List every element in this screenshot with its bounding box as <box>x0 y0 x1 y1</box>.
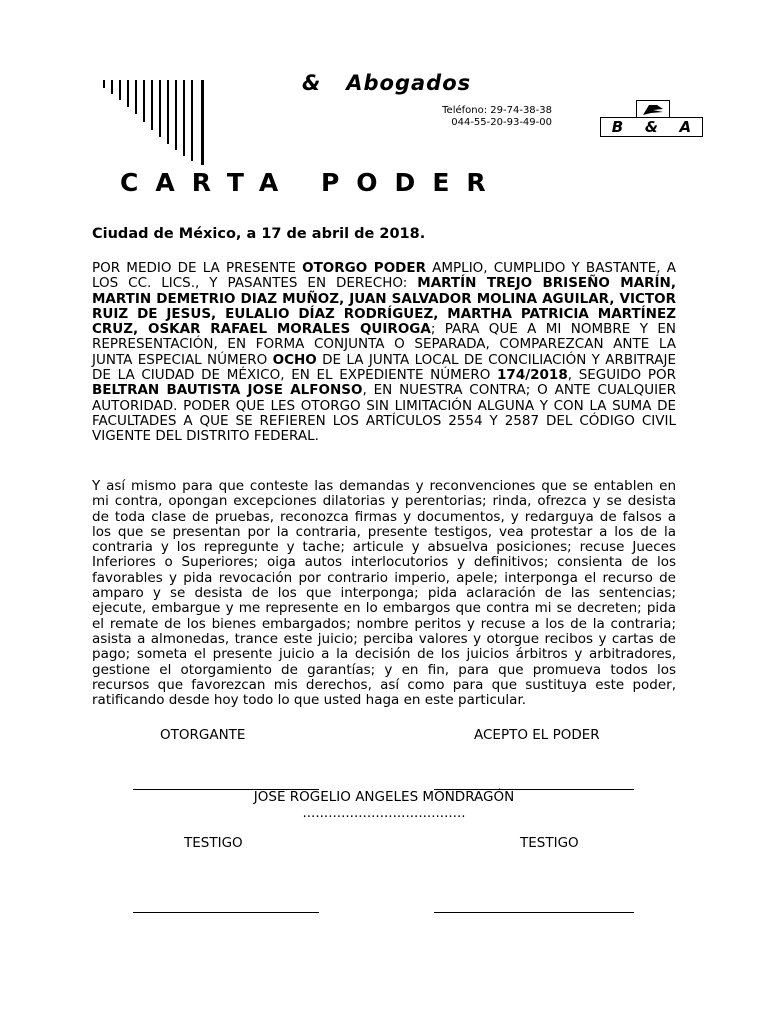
faculties-paragraph: Y así mismo para que conteste las demandas y reconvenciones que se entablen en mi contra, opongan excepciones dilatorias y perentorias; rinda, ofrezca y se desista de toda clase de pruebas, reconozca firmas y documentos, y redarguya de falsos a los que se presentan por la contraria, presente testigos, vea protestar a los de la contraria y los repregunte y tache; articule y absuelva posiciones; recuse Jueces Inferiores o Superiores; oiga autos interlocutorios y definitivos; consienta de los favorables y pida revocación por contrario imperio, apele; interponga el recurso de amparo y se desista de los que interponga; pida aclaración de las sentencias; ejecute, embargue y me represente en lo embargos que contra mi se decreten; pida el remate de los bienes embargados; nombre peritos y recuse a los de la contraria; asista a almonedas, trance este juicio; perciba valores y otorgue recibos y cartas de pago; someta el presente juicio a la decisión de los juicios árbitros y arbitradores, gestione el otorgamiento de garantías; y en fin, para que promueva todos los recursos que favorezcan mis derechos, así como para que sustituya este poder, ratificando desde hoy todo lo que usted haga en este particular. <box>92 478 676 709</box>
ba-logo-box <box>600 117 703 137</box>
text-segment: , EN NUESTRA CONTRA; O ANTE CUALQUIER AUTORIDAD. PODER QUE LES OTORGO SIN LIMITACIÓN ALGUNA Y CON LA SUMA DE FACULTADES A QUE SE REFIEREN LOS ARTÍCULOS 2554 Y 2587 DEL CÓDIGO CIVIL VIGENTE DEL DISTRITO FEDERAL. <box>92 382 676 445</box>
date-line: Ciudad de México, a 17 de abril de 2018. <box>92 226 426 242</box>
bold-segment: 174/2018 <box>497 367 568 384</box>
phone-line-2: 044-55-20-93-49-00 <box>451 117 552 128</box>
text-segment: POR MEDIO DE LA PRESENTE <box>92 260 303 276</box>
text-segment: DE LA JUNTA LOCAL DE CONCILIACIÓN Y ARBITRAJE DE LA CIUDAD DE MÉXICO, EN EL EXPEDIENTE NÚMERO <box>92 351 676 384</box>
grant-paragraph <box>92 261 676 445</box>
bold-segment: OCHO <box>272 351 317 368</box>
document-title: CARTA PODER <box>120 168 503 197</box>
text-segment: , SEGUIDO POR <box>567 367 676 384</box>
text-segment: AMPLIO, CUMPLIDO Y BASTANTE, A LOS CC. LICS., Y PASANTES EN DERECHO: <box>92 260 676 292</box>
logo-letter-amp: & <box>644 118 658 136</box>
witness-right-signature-line <box>434 912 634 913</box>
grantor-label: OTORGANTE <box>160 727 246 743</box>
logo-letter-b: B <box>611 118 624 136</box>
accept-label: ACEPTO EL PODER <box>474 727 600 743</box>
logo-letter-a: A <box>679 118 692 136</box>
dotted-line: ...................................... <box>302 805 466 821</box>
bold-segment: MARTÍN TREJO BRISEÑO MARÍN, MARTIN DEMETRIO DIAZ MUÑOZ, JUAN SALVADOR MOLINA AGUILAR, VICTOR RUIZ DE JESUS, EULALIO DÍAZ RODRÍGUEZ, MARTHA PATRICIA MARTÍNEZ CRUZ, OSKAR RAFAEL MORALES QUIROGA <box>92 275 676 338</box>
phone-block <box>430 105 552 129</box>
witness-left-label: TESTIGO <box>184 835 243 851</box>
firm-logo-bars <box>100 78 210 168</box>
hand-icon <box>636 100 670 117</box>
witness-right-label: TESTIGO <box>520 835 579 851</box>
text-segment: ; PARA QUE A MI NOMBRE Y EN REPRESENTACIÓN, EN FORMA CONJUNTA O SEPARADA, COMPAREZCAN ANTE LA JUNTA ESPECIAL NÚMERO <box>92 321 676 368</box>
ba-logo <box>600 100 704 138</box>
phone-line-1: Teléfono: 29-74-38-38 <box>442 105 552 116</box>
bold-segment: OTORGO PODER <box>302 260 426 276</box>
grantor-name: JOSE ROGELIO ANGELES MONDRAGÓN <box>253 789 515 805</box>
witness-left-signature-line <box>133 912 319 913</box>
firm-name: & Abogados <box>302 71 472 95</box>
bold-segment: BELTRAN BAUTISTA JOSE ALFONSO <box>92 382 363 399</box>
